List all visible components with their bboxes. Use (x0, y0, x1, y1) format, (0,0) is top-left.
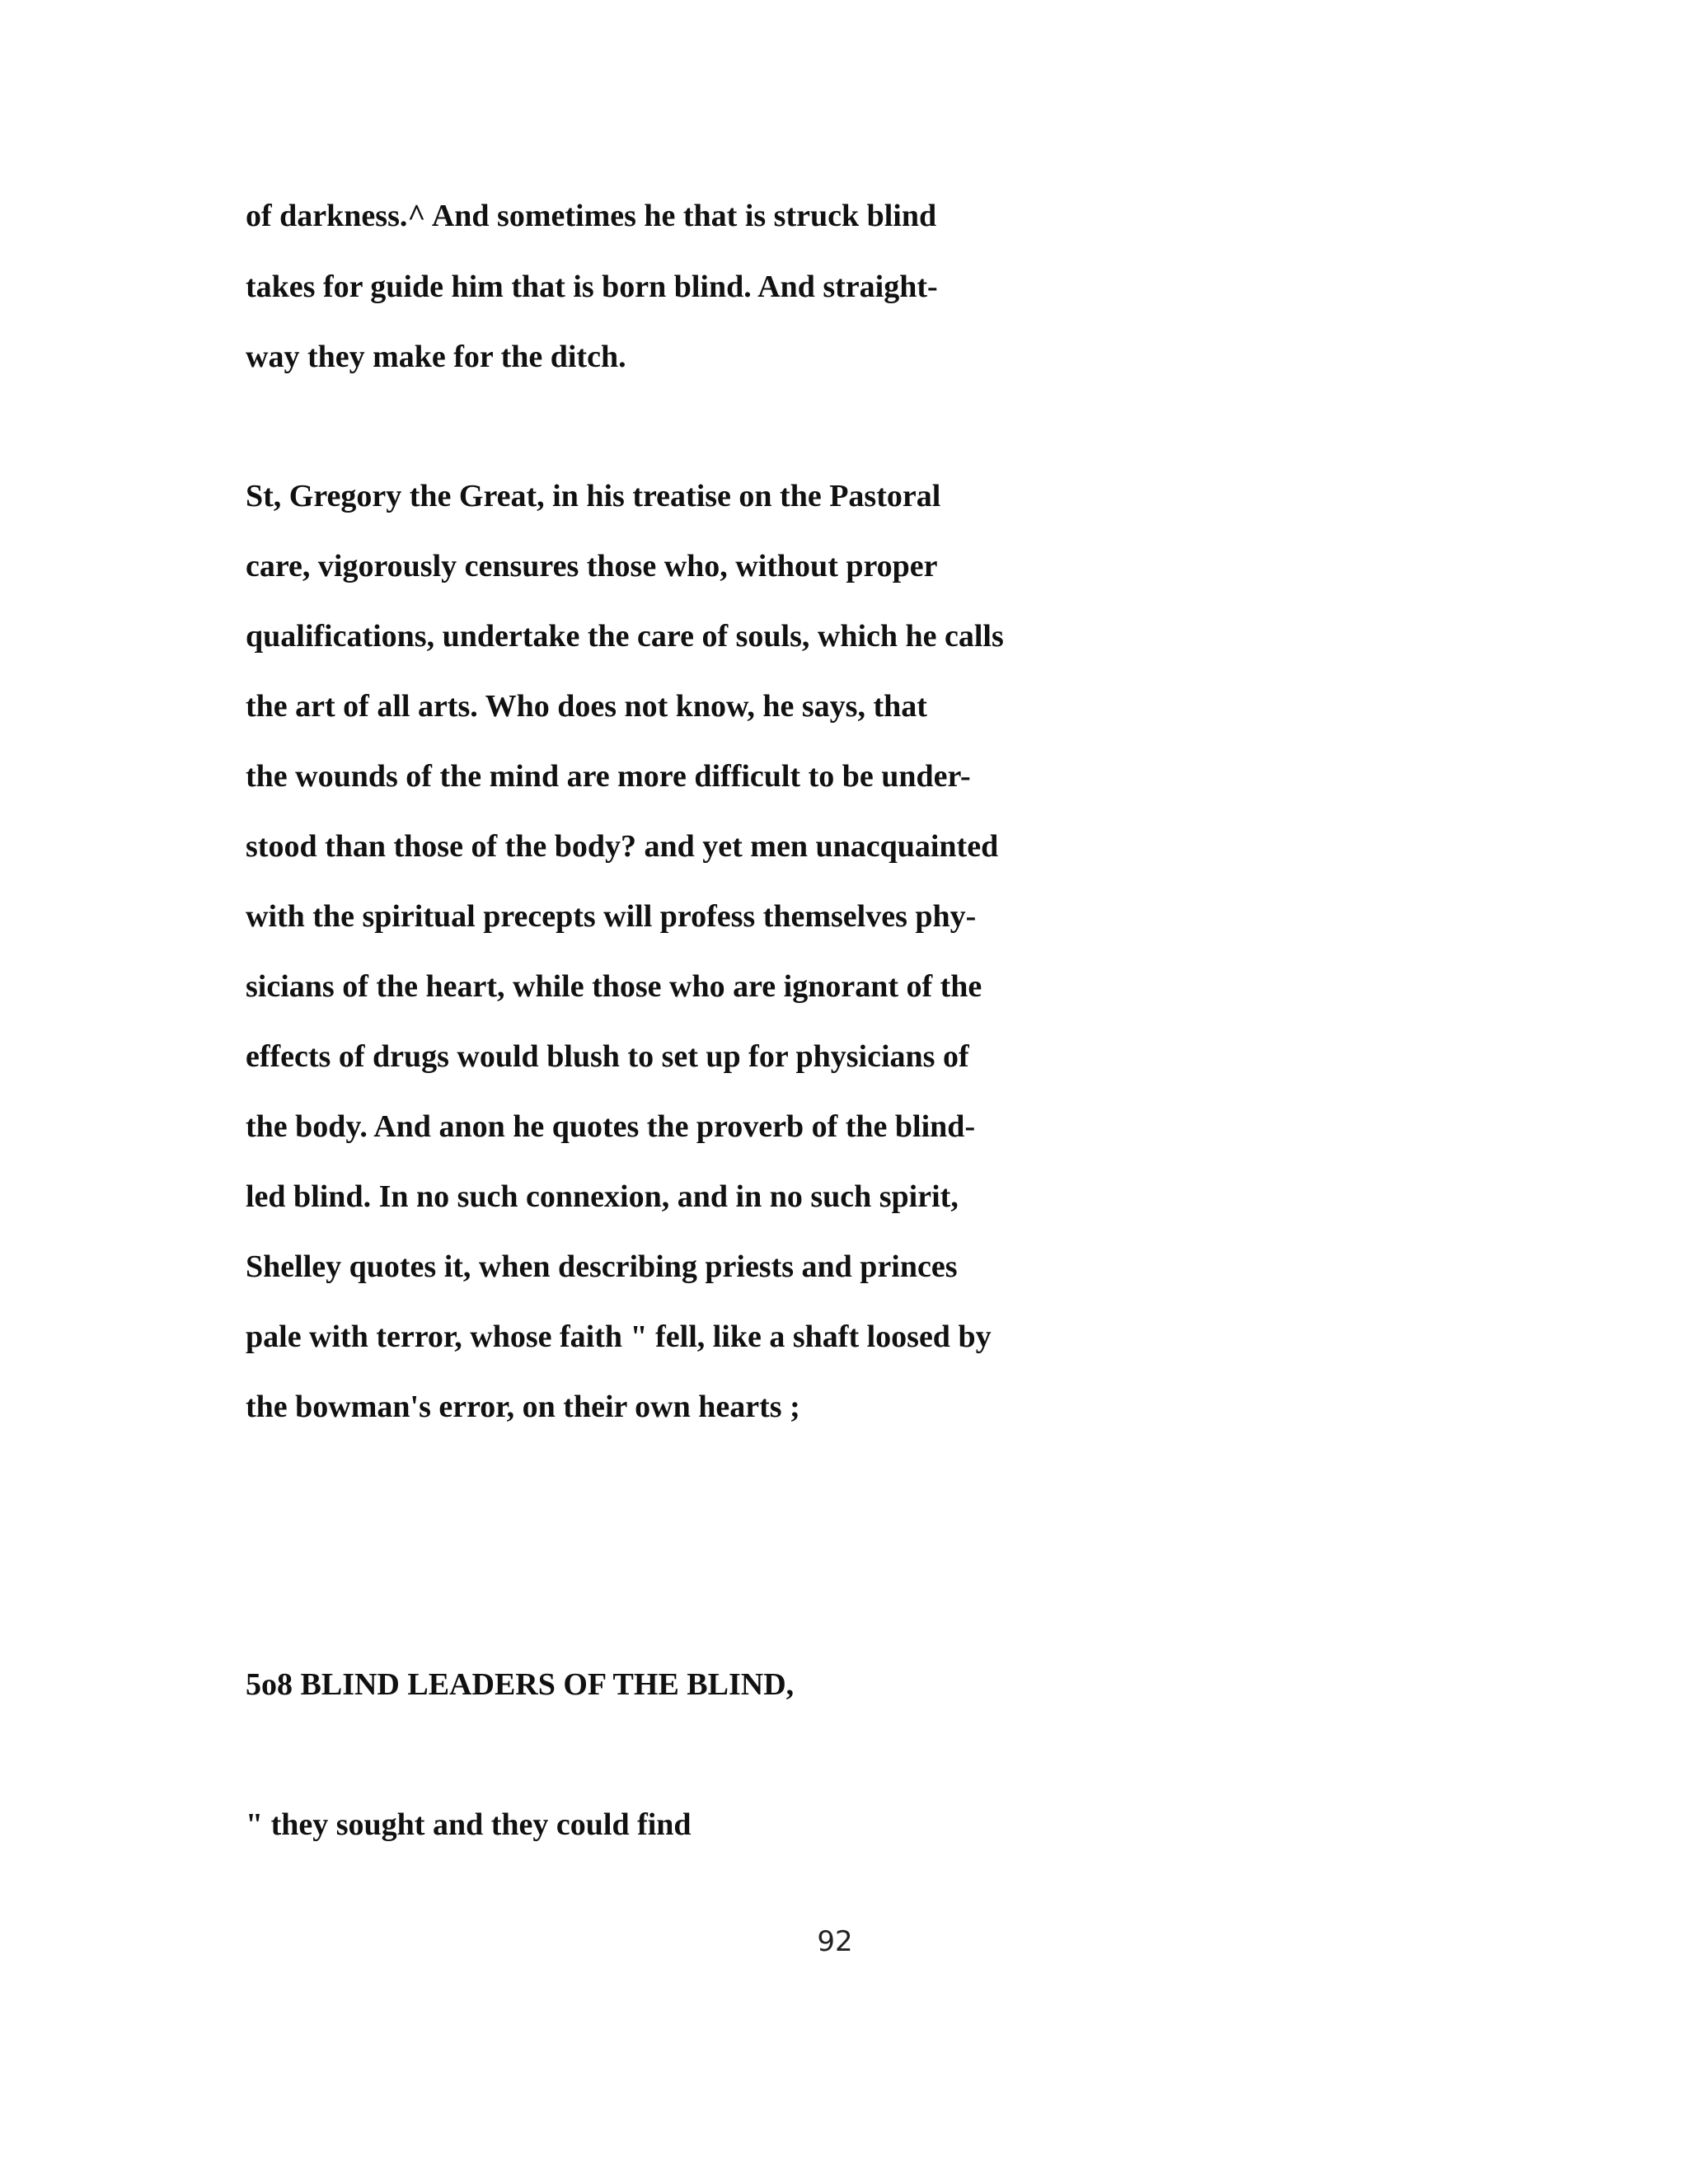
text-line: " they sought and they could find (246, 1807, 692, 1842)
text-line: Shelley quotes it, when describing priests and princes (246, 1249, 958, 1284)
text-line: pale with terror, whose faith " fell, like a shaft loosed by (246, 1319, 992, 1354)
text-line: effects of drugs would blush to set up for physicians of (246, 1039, 969, 1074)
text-line: with the spiritual precepts will profess themselves phy- (246, 899, 977, 934)
text-line: of darkness.^ And sometimes he that is struck blind (246, 199, 937, 233)
text-line: the art of all arts. Who does not know, he says, that (246, 689, 927, 724)
running-head: 5o8 BLIND LEADERS OF THE BLIND, (246, 1667, 795, 1702)
text-line: qualifications, undertake the care of souls, which he calls (246, 619, 1004, 654)
text-line: care, vigorously censures those who, without proper (246, 549, 938, 583)
text-line: stood than those of the body? and yet men unacquainted (246, 829, 999, 864)
text-line: takes for guide him that is born blind. And straight- (246, 269, 938, 304)
page-number: 92 (817, 1925, 853, 1958)
text-line: led blind. In no such connexion, and in no such spirit, (246, 1179, 959, 1214)
text-line: sicians of the heart, while those who are ignorant of the (246, 969, 982, 1004)
text-line: the bowman's error, on their own hearts ; (246, 1390, 800, 1424)
text-line: the body. And anon he quotes the proverb of the blind- (246, 1109, 976, 1144)
text-line: St, Gregory the Great, in his treatise on the Pastoral (246, 479, 941, 513)
text-line: way they make for the ditch. (246, 340, 626, 374)
text-line: the wounds of the mind are more difficult to be under- (246, 759, 971, 794)
